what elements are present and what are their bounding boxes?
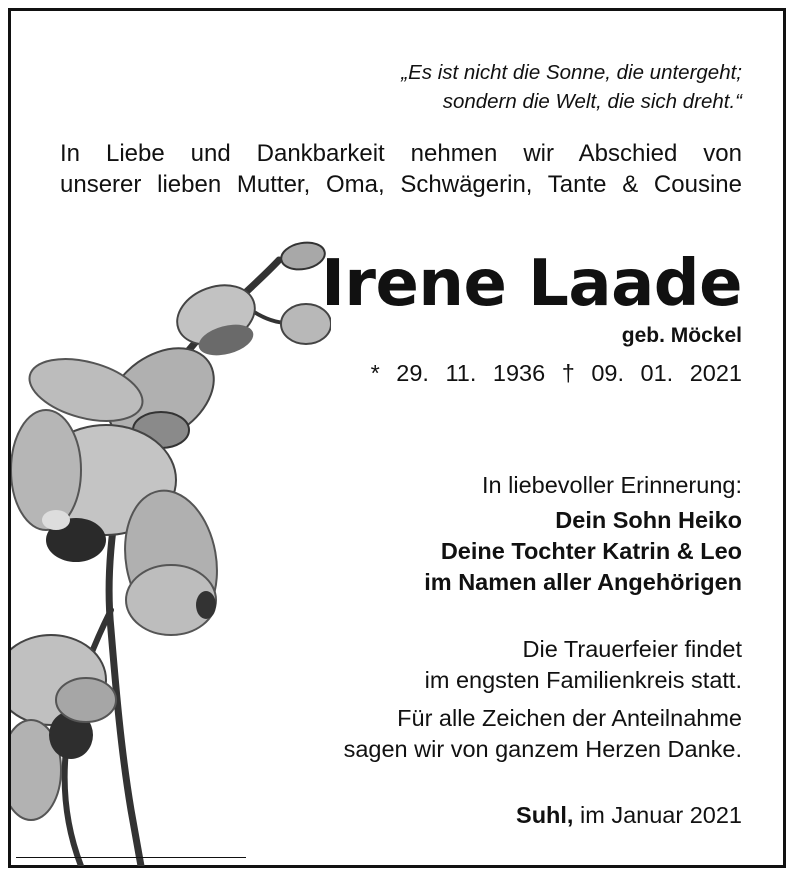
closing-line (516, 802, 742, 829)
footer-rule (16, 857, 246, 858)
intro-line-1: In Liebe und Dankbarkeit nehmen wir Abschied von (60, 140, 742, 167)
orchid-illustration (11, 230, 331, 866)
life-dates: * 29. 11. 1936 † 09. 01. 2021 (370, 360, 742, 386)
closing-place: Suhl, (516, 802, 574, 828)
signer-son: Dein Sohn Heiko (555, 507, 742, 533)
maiden-name: geb. Möckel (621, 324, 742, 347)
orchid-flower-main (11, 410, 227, 637)
quote (401, 58, 742, 116)
ceremony-line-1: Die Trauerfeier findet (522, 636, 742, 662)
thanks-line-1: Für alle Zeichen der Anteilnahme (397, 705, 742, 731)
quote-line-2: sondern die Welt, die sich dreht.“ (442, 90, 742, 113)
closing-date: im Januar 2021 (580, 802, 742, 828)
memory-label: In liebevoller Erinnerung: (482, 472, 742, 498)
ceremony-line-2: im engsten Familienkreis statt. (424, 667, 742, 693)
signer-daughter: Deine Tochter Katrin & Leo (440, 538, 742, 564)
signer-relatives: im Namen aller Angehörigen (424, 569, 742, 595)
intro-text (60, 138, 742, 200)
intro-line-2: unserer lieben Mutter, Oma, Schwägerin, Tante & Cousine (60, 171, 742, 198)
deceased-name: Irene Laade (321, 247, 742, 321)
thanks-line-2: sagen wir von ganzem Herzen Danke. (343, 736, 742, 762)
quote-line-1: „Es ist nicht die Sonne, die untergeht; (401, 61, 742, 84)
